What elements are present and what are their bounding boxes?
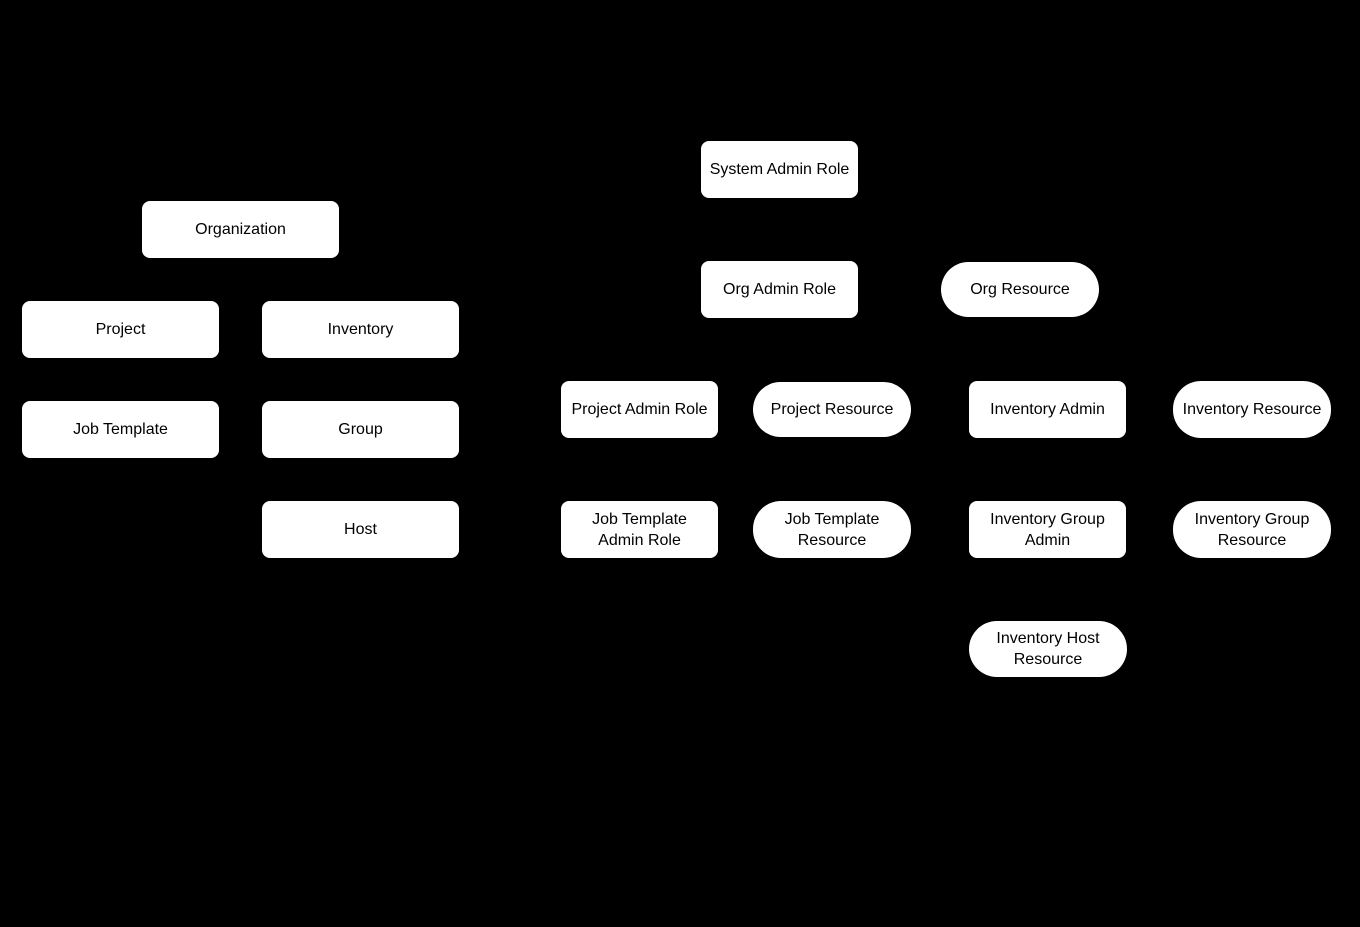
node-label: Inventory xyxy=(327,321,394,338)
node-job-template xyxy=(22,401,219,458)
node-label: Inventory Admin xyxy=(990,401,1105,418)
node-inventory-group-resource xyxy=(1173,501,1331,558)
node-inventory-host-resource xyxy=(969,621,1127,677)
node-inventory-admin xyxy=(969,381,1126,438)
node-label: Group xyxy=(338,421,383,438)
node-inventory xyxy=(262,301,459,358)
node-label: Project Admin Role xyxy=(571,401,708,418)
node-label: Project xyxy=(95,321,146,338)
node-label: Inventory Group Resource xyxy=(1194,510,1310,549)
node-label: Organization xyxy=(195,221,286,238)
node-label: Job Template Admin Role xyxy=(592,510,687,549)
node-organization xyxy=(142,201,339,258)
node-label: Inventory Resource xyxy=(1182,401,1322,418)
node-group xyxy=(262,401,459,458)
node-project-resource xyxy=(753,382,911,437)
node-label: Project Resource xyxy=(770,401,894,418)
node-label: Org Admin Role xyxy=(723,281,836,298)
node-label: Org Resource xyxy=(970,281,1070,298)
node-label: Job Template xyxy=(73,421,168,438)
node-org-resource xyxy=(941,262,1099,317)
node-job-template-resource xyxy=(753,501,911,558)
node-inventory-group-admin xyxy=(969,501,1126,558)
node-project xyxy=(22,301,219,358)
node-label: Job Template Resource xyxy=(784,510,880,549)
node-label: Inventory Group Admin xyxy=(990,510,1105,549)
node-project-admin-role xyxy=(561,381,718,438)
node-label: Inventory Host Resource xyxy=(996,630,1100,668)
node-host xyxy=(262,501,459,558)
node-label: System Admin Role xyxy=(709,161,850,178)
node-job-template-admin-role xyxy=(561,501,718,558)
node-inventory-resource xyxy=(1173,381,1331,438)
node-system-admin-role xyxy=(701,141,858,198)
node-org-admin-role xyxy=(701,261,858,318)
node-label: Host xyxy=(344,521,377,538)
